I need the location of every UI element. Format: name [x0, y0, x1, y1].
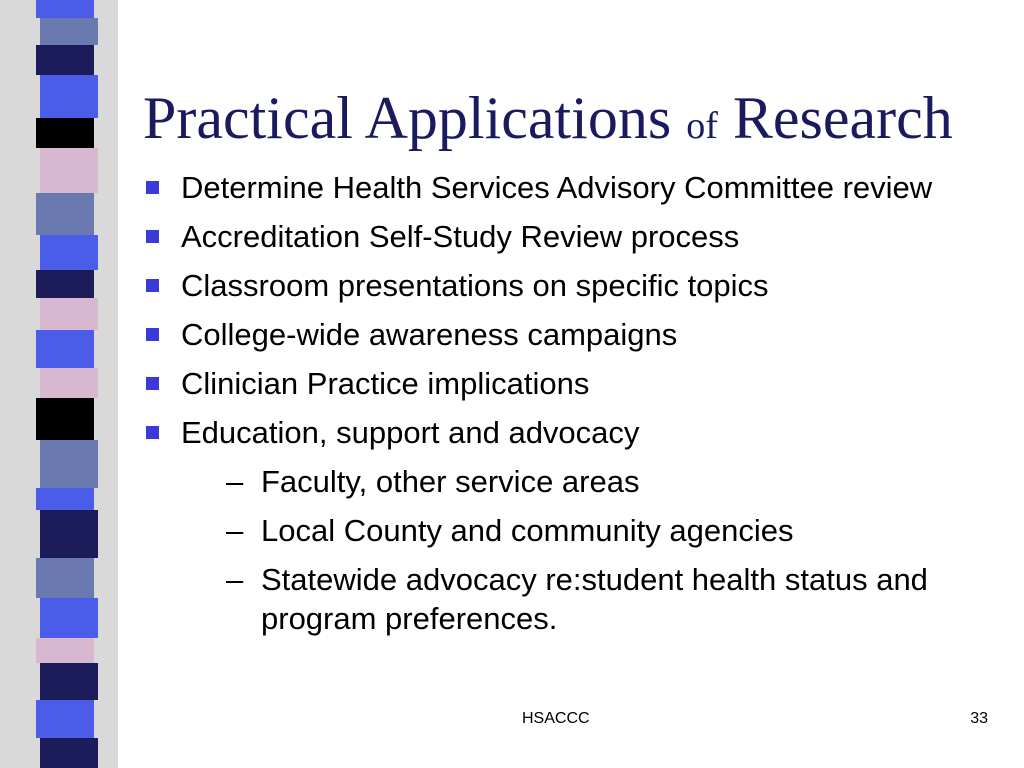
- square-bullet-icon: [146, 181, 159, 194]
- square-bullet-icon: [146, 230, 159, 243]
- sub-bullet-text: Faculty, other service areas: [261, 464, 640, 499]
- sub-bullet-text: Local County and community agencies: [261, 513, 794, 548]
- bullet-item: [146, 315, 1006, 354]
- stripe-band: [36, 0, 94, 18]
- stripe-band: [36, 270, 94, 298]
- stripe-band: [36, 638, 94, 663]
- stripe-band: [40, 75, 98, 118]
- bullet-text: College-wide awareness campaigns: [181, 317, 678, 352]
- sub-bullet-item: [181, 511, 1006, 550]
- title-part-1: Practical Applications: [143, 85, 687, 151]
- stripe-band: [40, 148, 98, 193]
- stripe-band: [36, 193, 94, 235]
- decorative-stripe: [0, 0, 118, 768]
- bullet-item: [146, 413, 1006, 452]
- sub-bullet-item: [181, 462, 1006, 501]
- stripe-band: [36, 330, 94, 368]
- stripe-band: [40, 598, 98, 638]
- bullet-text: Accreditation Self-Study Review process: [181, 219, 740, 254]
- page-number: 33: [970, 710, 988, 727]
- bullet-text: Clinician Practice implications: [181, 366, 590, 401]
- stripe-band: [40, 18, 98, 45]
- bullet-text: Classroom presentations on specific topics: [181, 268, 769, 303]
- stripe-band: [40, 298, 98, 330]
- square-bullet-icon: [146, 426, 159, 439]
- stripe-band: [36, 398, 94, 440]
- footer-label: HSACCC: [522, 710, 590, 727]
- sub-bullet-item: [181, 560, 1006, 638]
- bullet-list: [146, 168, 1006, 648]
- stripe-band: [40, 663, 98, 700]
- stripe-band: [36, 558, 94, 598]
- stripe-band: [40, 368, 98, 398]
- bullet-item: [146, 364, 1006, 403]
- bullet-text: Education, support and advocacy: [181, 415, 640, 450]
- stripe-band: [36, 488, 94, 510]
- bullet-item: [146, 168, 1006, 207]
- bullet-item: [146, 217, 1006, 256]
- dash-marker: –: [226, 513, 244, 548]
- stripe-band: [36, 700, 94, 738]
- stripe-band: [40, 510, 98, 558]
- stripe-band: [36, 118, 94, 148]
- slide-title: [143, 78, 1013, 166]
- title-part-3: Research: [717, 85, 953, 151]
- square-bullet-icon: [146, 377, 159, 390]
- bullet-text: Determine Health Services Advisory Committee review: [181, 170, 933, 205]
- stripe-band: [40, 440, 98, 488]
- square-bullet-icon: [146, 279, 159, 292]
- sub-bullet-text: Statewide advocacy re:student health status and program preferences.: [261, 562, 928, 636]
- stripe-band: [40, 235, 98, 270]
- title-part-2: of: [686, 105, 718, 147]
- square-bullet-icon: [146, 328, 159, 341]
- stripe-band: [36, 45, 94, 75]
- dash-marker: –: [226, 464, 244, 499]
- bullet-item: [146, 266, 1006, 305]
- dash-marker: –: [226, 562, 244, 597]
- stripe-band: [40, 738, 98, 768]
